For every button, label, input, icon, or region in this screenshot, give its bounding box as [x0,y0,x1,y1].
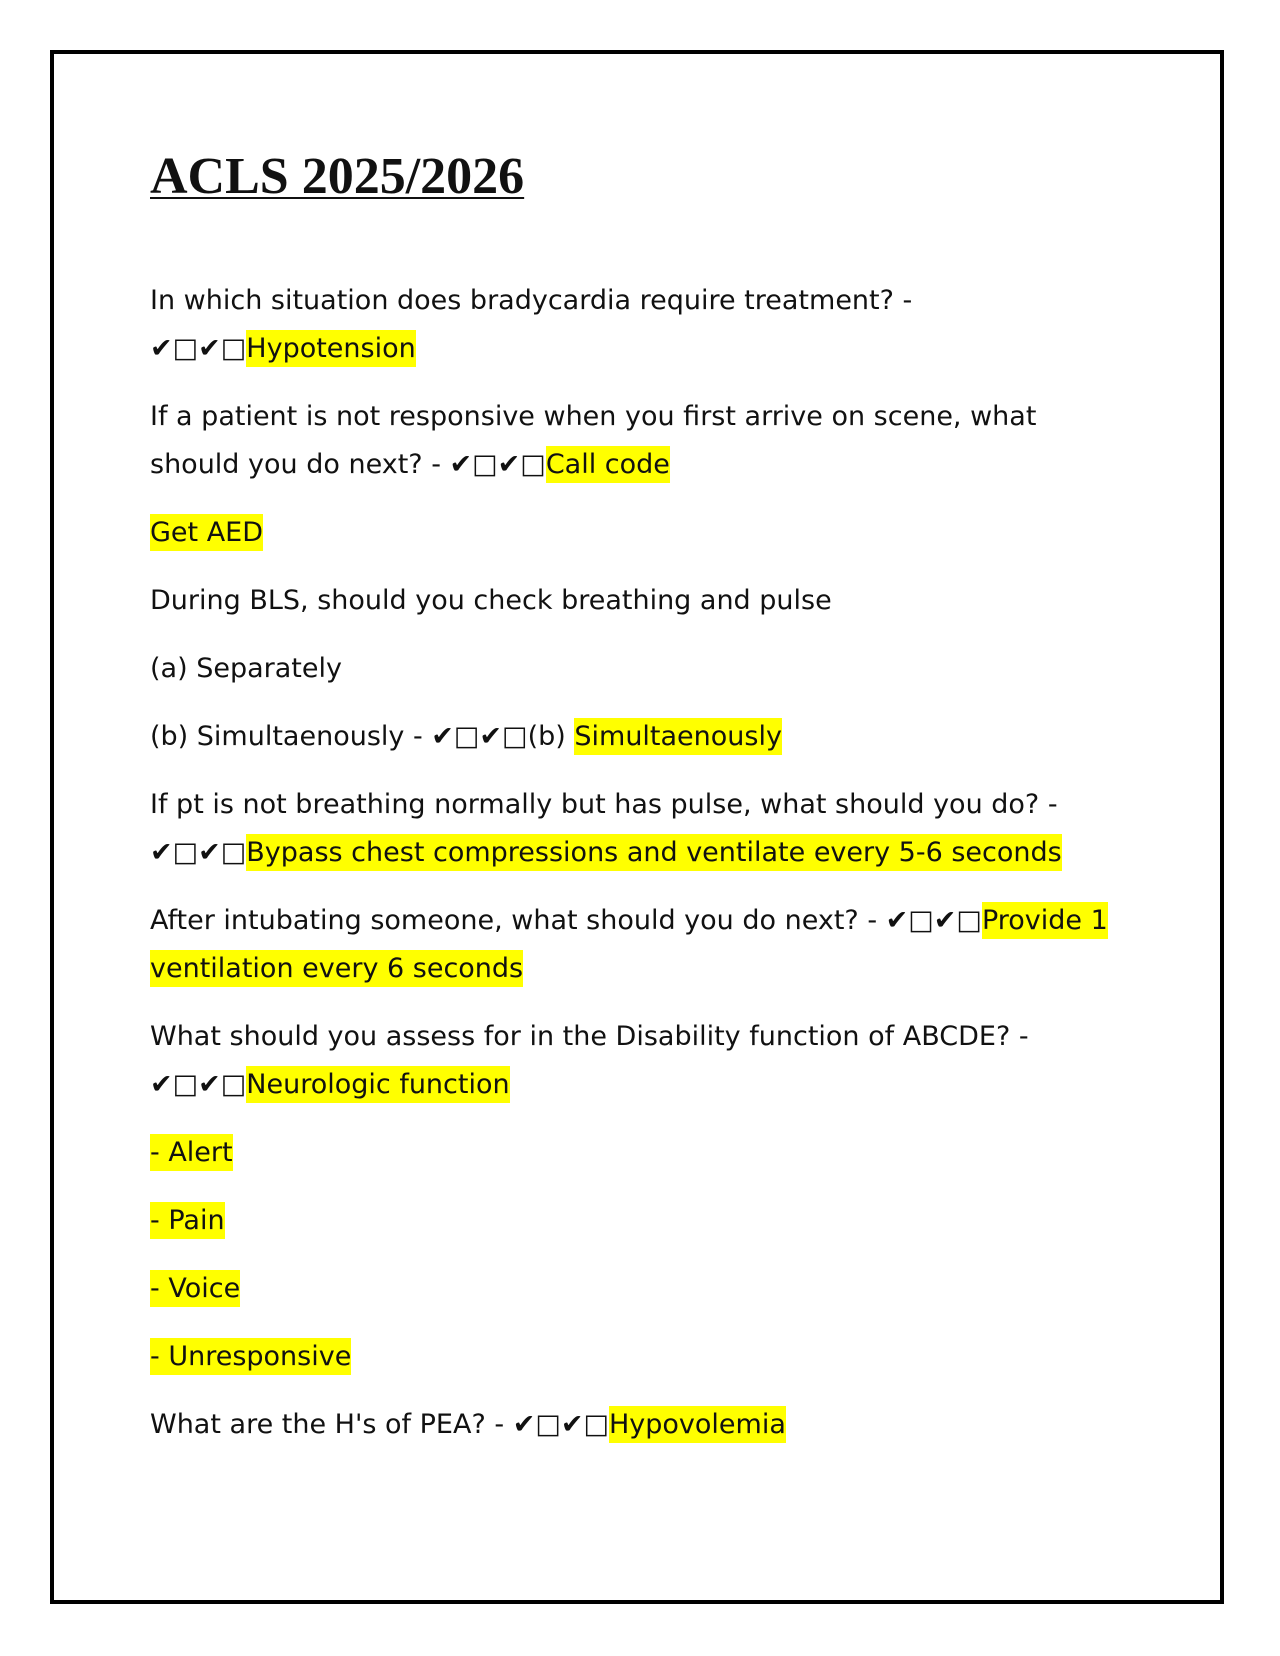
check-marker-icon: ✔□✔□ [431,720,528,752]
answer-highlight: Neurologic function [246,1066,509,1103]
answer-highlight: Call code [546,446,670,483]
question-pea [150,1401,1130,1449]
question-unresponsive-patient [150,393,1130,489]
check-marker-icon: ✔□✔□ [449,448,546,480]
check-marker-icon: ✔□✔□ [150,1068,247,1100]
check-marker-icon: ✔□✔□ [885,904,982,936]
option-text: (a) Separately [150,652,342,684]
answer-highlight: - Unresponsive [150,1338,351,1375]
question-text: During BLS, should you check breathing and pulse [150,584,832,616]
answer-highlight: Bypass chest compressions and ventilate every 5-6 seconds [246,834,1061,871]
option-b [150,713,1130,761]
option-a [150,645,1130,693]
check-marker-icon: ✔□✔□ [512,1408,609,1440]
answer-highlight: Provide 1 ventilation every 6 seconds [150,902,1108,987]
check-marker-icon: ✔□✔□ [150,332,247,364]
question-bradycardia [150,277,1130,373]
answer-highlight: - Pain [150,1202,225,1239]
question-text: In which situation does bradycardia require treatment? - [150,284,913,316]
list-item [150,1129,1130,1177]
question-breathing-pulse [150,781,1130,877]
answer-prefix: (b) [527,720,575,752]
list-item [150,1333,1130,1381]
question-text: After intubating someone, what should you do next? - [150,904,886,936]
answer-line [150,509,1130,557]
answer-highlight: Simultaenously [574,718,782,755]
list-item [150,1265,1130,1313]
answer-highlight: Hypovolemia [609,1406,786,1443]
option-text: (b) Simultaenously - [150,720,432,752]
answer-highlight: - Alert [150,1134,233,1171]
answer-highlight: - Voice [150,1270,240,1307]
answer-highlight: Get AED [150,514,263,551]
question-text: What are the H's of PEA? - [150,1408,513,1440]
answer-highlight: Hypotension [246,330,415,367]
question-text: If pt is not breathing normally but has pulse, what should you do? - [150,788,1058,820]
question-bls [150,577,1130,625]
page-title: ACLS 2025/2026 [150,148,525,205]
question-disability [150,1013,1130,1109]
list-item [150,1197,1130,1245]
document-body [150,150,1130,1469]
question-text: What should you assess for in the Disability function of ABCDE? - [150,1020,1029,1052]
question-text: If a patient is not responsive when you first arrive on scene, what should you do next? - [150,400,1037,480]
check-marker-icon: ✔□✔□ [150,836,247,868]
question-intubating [150,897,1130,993]
